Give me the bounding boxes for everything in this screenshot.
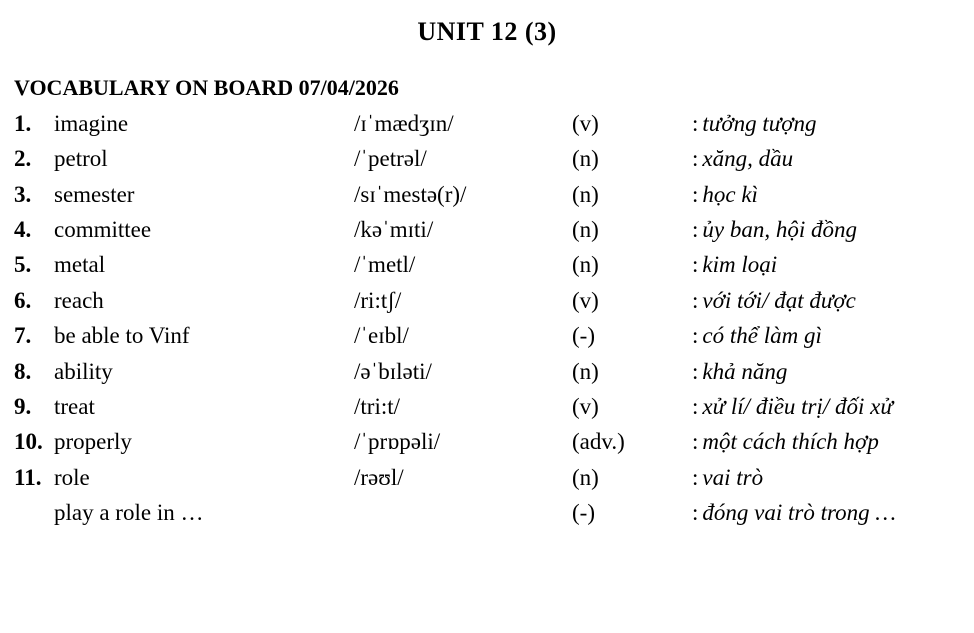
entry-pronunciation: /əˈbɪləti/	[354, 358, 432, 384]
vocabulary-table-body	[14, 107, 960, 531]
table-row	[14, 461, 960, 496]
page-title: UNIT 12 (3)	[417, 17, 557, 46]
entry-part-of-speech: (n)	[572, 181, 599, 207]
entry-meaning	[692, 461, 960, 496]
entry-part-of-speech: (v)	[572, 287, 599, 313]
entry-meaning	[692, 142, 960, 177]
entry-part-of-speech: (v)	[572, 110, 599, 136]
entry-pronunciation: /sɪˈmestə(r)/	[354, 181, 467, 207]
entry-meaning-text: xử lí/ điều trị/ đối xử	[702, 393, 893, 419]
entry-meaning-text: vai trò	[702, 464, 764, 490]
entry-word: be able to Vinf	[54, 323, 190, 349]
entry-colon: :	[692, 146, 699, 172]
table-row	[14, 142, 960, 177]
entry-word: petrol	[54, 146, 108, 172]
entry-colon: :	[692, 252, 699, 278]
entry-colon: :	[692, 217, 699, 243]
entry-meaning-text: đóng vai trò trong …	[702, 499, 896, 525]
entry-pronunciation: /rəʊl/	[354, 464, 404, 490]
table-row	[14, 355, 960, 390]
entry-word: role	[54, 464, 90, 490]
section-heading: VOCABULARY ON BOARD 07/04/2026	[14, 74, 399, 100]
entry-meaning-text: với tới/ đạt được	[702, 287, 856, 313]
entry-part-of-speech: (v)	[572, 393, 599, 419]
entry-meaning	[692, 319, 960, 354]
entry-meaning-text: có thể làm gì	[702, 323, 822, 349]
entry-number: 5.	[14, 252, 32, 278]
entry-meaning	[692, 284, 960, 319]
table-row	[14, 284, 960, 319]
entry-word: imagine	[54, 110, 129, 136]
table-row	[14, 107, 960, 142]
entry-word: ability	[54, 358, 113, 384]
entry-pronunciation: /ˈeɪbl/	[354, 323, 409, 349]
entry-colon: :	[692, 287, 699, 313]
entry-word: properly	[54, 429, 132, 455]
entry-meaning	[692, 107, 960, 142]
entry-pronunciation: /ˈmetl/	[354, 252, 416, 278]
table-row	[14, 319, 960, 354]
entry-number: 11.	[14, 464, 42, 490]
entry-number: 9.	[14, 393, 32, 419]
entry-part-of-speech: (-)	[572, 323, 595, 349]
entry-part-of-speech: (n)	[572, 217, 599, 243]
entry-colon: :	[692, 323, 699, 349]
entry-meaning	[692, 178, 960, 213]
vocabulary-table	[14, 107, 960, 531]
entry-number: 6.	[14, 287, 32, 313]
entry-part-of-speech: (-)	[572, 499, 595, 525]
entry-pronunciation: /ˈpetrəl/	[354, 146, 427, 172]
entry-word: play a role in …	[54, 499, 204, 525]
entry-number: 4.	[14, 217, 32, 243]
entry-meaning-text: một cách thích hợp	[702, 429, 879, 455]
entry-colon: :	[692, 110, 699, 136]
entry-colon: :	[692, 464, 699, 490]
entry-colon: :	[692, 499, 699, 525]
entry-colon: :	[692, 429, 699, 455]
entry-meaning	[692, 355, 960, 390]
table-row	[14, 425, 960, 460]
entry-meaning	[692, 425, 960, 460]
entry-colon: :	[692, 358, 699, 384]
entry-pronunciation: /tri:t/	[354, 393, 400, 419]
entry-meaning-text: xăng, dầu	[702, 146, 794, 172]
entry-pronunciation: /kəˈmɪti/	[354, 217, 434, 243]
entry-word: reach	[54, 287, 104, 313]
entry-part-of-speech: (adv.)	[572, 429, 625, 455]
entry-number	[14, 496, 54, 531]
entry-word: metal	[54, 252, 106, 278]
entry-meaning-text: kim loại	[702, 252, 778, 278]
entry-part-of-speech: (n)	[572, 252, 599, 278]
entry-word: semester	[54, 181, 135, 207]
entry-meaning-text: khả năng	[702, 358, 788, 384]
entry-pronunciation: /ri:tʃ/	[354, 287, 402, 313]
table-row	[14, 213, 960, 248]
entry-word: committee	[54, 217, 152, 243]
entry-part-of-speech: (n)	[572, 358, 599, 384]
table-row	[14, 496, 960, 531]
entry-number: 3.	[14, 181, 32, 207]
entry-part-of-speech: (n)	[572, 146, 599, 172]
entry-meaning	[692, 496, 960, 531]
entry-pronunciation: /ɪˈmædʒɪn/	[354, 110, 454, 136]
entry-meaning-text: tưởng tượng	[702, 110, 817, 136]
entry-pronunciation: /ˈprɒpəli/	[354, 429, 441, 455]
entry-meaning	[692, 213, 960, 248]
table-row	[14, 178, 960, 213]
entry-number: 10.	[14, 429, 43, 455]
entry-number: 2.	[14, 146, 32, 172]
entry-number: 1.	[14, 110, 32, 136]
entry-meaning	[692, 390, 960, 425]
entry-meaning-text: ủy ban, hội đồng	[702, 217, 857, 243]
entry-colon: :	[692, 181, 699, 207]
table-row	[14, 390, 960, 425]
entry-number: 8.	[14, 358, 32, 384]
entry-number: 7.	[14, 323, 32, 349]
entry-pronunciation	[354, 496, 572, 531]
entry-colon: :	[692, 393, 699, 419]
table-row	[14, 248, 960, 283]
entry-part-of-speech: (n)	[572, 464, 599, 490]
entry-word: treat	[54, 393, 95, 419]
entry-meaning-text: học kì	[702, 181, 758, 207]
entry-meaning	[692, 248, 960, 283]
